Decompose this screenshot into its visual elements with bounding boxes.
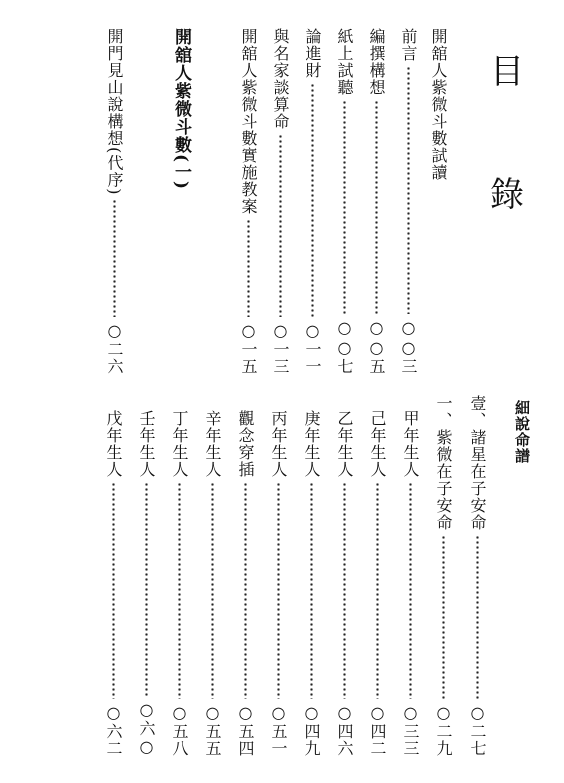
toc-entry-bianzhuan[interactable] [366, 28, 386, 375]
section-heading: 細說命譜 [513, 400, 531, 464]
title-char-mu: 目 [490, 52, 524, 92]
leader-dots [376, 482, 379, 699]
toc-entry-label: 丙年生人 [269, 410, 288, 478]
leader-dots [407, 66, 410, 314]
toc-entry-page: ○○七 [335, 318, 354, 375]
toc-entry-page: ○○五 [367, 318, 386, 375]
toc-entry-xin[interactable] [202, 410, 222, 757]
toc-entry-geng[interactable] [301, 410, 321, 757]
toc-entry-page: ○二七 [468, 703, 487, 757]
toc-entry-label: 戊年生人 [104, 410, 123, 478]
toc-entry-page: ○一五 [239, 321, 258, 375]
leader-dots [442, 535, 445, 699]
leader-dots [343, 482, 346, 699]
toc-entry-label: 庚年生人 [302, 410, 321, 478]
toc-entry-page: ○五五 [203, 703, 222, 757]
toc-entry-bing[interactable] [268, 410, 288, 757]
toc-entry-ziwei-zi[interactable] [433, 395, 453, 757]
toc-entry-label: 開舘人紫微斗數試讀 [429, 28, 448, 181]
toc-entry-ren[interactable] [136, 410, 156, 757]
toc-entry-page: ○二六 [105, 321, 124, 375]
toc-entry-page: ○○三 [399, 318, 418, 375]
leader-dots [113, 199, 116, 317]
toc-entry-page: ○五八 [170, 703, 189, 757]
toc-entry-page: ○三三 [401, 703, 420, 757]
leader-dots [277, 482, 280, 699]
toc-entry-label: 丁年生人 [170, 410, 189, 478]
leader-dots [375, 100, 378, 314]
leader-dots [112, 482, 115, 699]
toc-entry-page: ○四六 [335, 703, 354, 757]
toc-entry-qianyan[interactable] [398, 28, 418, 375]
toc-entry-page: ○五一 [269, 703, 288, 757]
toc-entry-kaiguan-shidu [430, 28, 446, 203]
toc-entry-label: 壬年生人 [137, 410, 156, 478]
toc-entry-page: ○六○ [137, 700, 156, 757]
title-char-lu: 錄 [490, 175, 524, 215]
toc-entry-wu[interactable] [103, 410, 123, 757]
toc-entry-label: 甲年生人 [401, 410, 420, 478]
toc-entry-label: 開舘人紫微斗數實施教案 [239, 28, 258, 215]
toc-part-label: 開舘人紫微斗數(一) [171, 28, 191, 191]
toc-entry-label: 辛年生人 [203, 410, 222, 478]
leader-dots [310, 482, 313, 699]
toc-entry-label: 前言 [399, 28, 418, 62]
toc-entry-mingjia[interactable] [270, 28, 290, 375]
toc-entry-ch1[interactable] [467, 395, 487, 757]
toc-entry-ji[interactable] [367, 410, 387, 757]
toc-entry-zhishang[interactable] [334, 28, 354, 375]
toc-entry-page: ○六二 [104, 703, 123, 757]
toc-entry-guannian[interactable] [235, 410, 255, 757]
toc-entry-label: 開門見山說構想(代序) [105, 28, 124, 196]
toc-entry-label: 編撰構想 [367, 28, 386, 96]
toc-entry-yi[interactable] [334, 410, 354, 757]
leader-dots [476, 535, 479, 699]
toc-entry-page: ○一三 [271, 321, 290, 375]
toc-entry-label: 紙上試聽 [335, 28, 354, 96]
toc-part-heading [172, 28, 189, 208]
toc-entry-page: ○四九 [302, 703, 321, 757]
toc-entry-lunjincai[interactable] [302, 28, 322, 375]
toc-entry-page: ○二九 [434, 703, 453, 757]
leader-dots [244, 482, 247, 699]
toc-entry-kaimen[interactable] [104, 28, 124, 375]
toc-entry-label: 一、紫微在子安命 [434, 395, 453, 531]
toc-entry-ding[interactable] [169, 410, 189, 757]
toc-entry-page: ○四二 [368, 703, 387, 757]
leader-dots [409, 482, 412, 699]
leader-dots [211, 482, 214, 699]
leader-dots [343, 100, 346, 314]
leader-dots [311, 83, 314, 317]
toc-entry-page: ○一一 [303, 321, 322, 375]
toc-entry-label: 觀念穿插 [236, 410, 255, 478]
toc-entry-label: 與名家談算命 [271, 28, 290, 130]
toc-entry-label: 乙年生人 [335, 410, 354, 478]
leader-dots [279, 134, 282, 317]
toc-entry-jiaoan[interactable] [238, 28, 258, 375]
toc-entry-page: ○五四 [236, 703, 255, 757]
toc-entry-label: 壹、諸星在子安命 [468, 395, 487, 531]
leader-dots [247, 219, 250, 317]
leader-dots [178, 482, 181, 699]
toc-entry-label: 己年生人 [368, 410, 387, 478]
leader-dots [145, 482, 148, 696]
toc-entry-jia[interactable] [400, 410, 420, 757]
toc-entry-label: 論進財 [303, 28, 322, 79]
